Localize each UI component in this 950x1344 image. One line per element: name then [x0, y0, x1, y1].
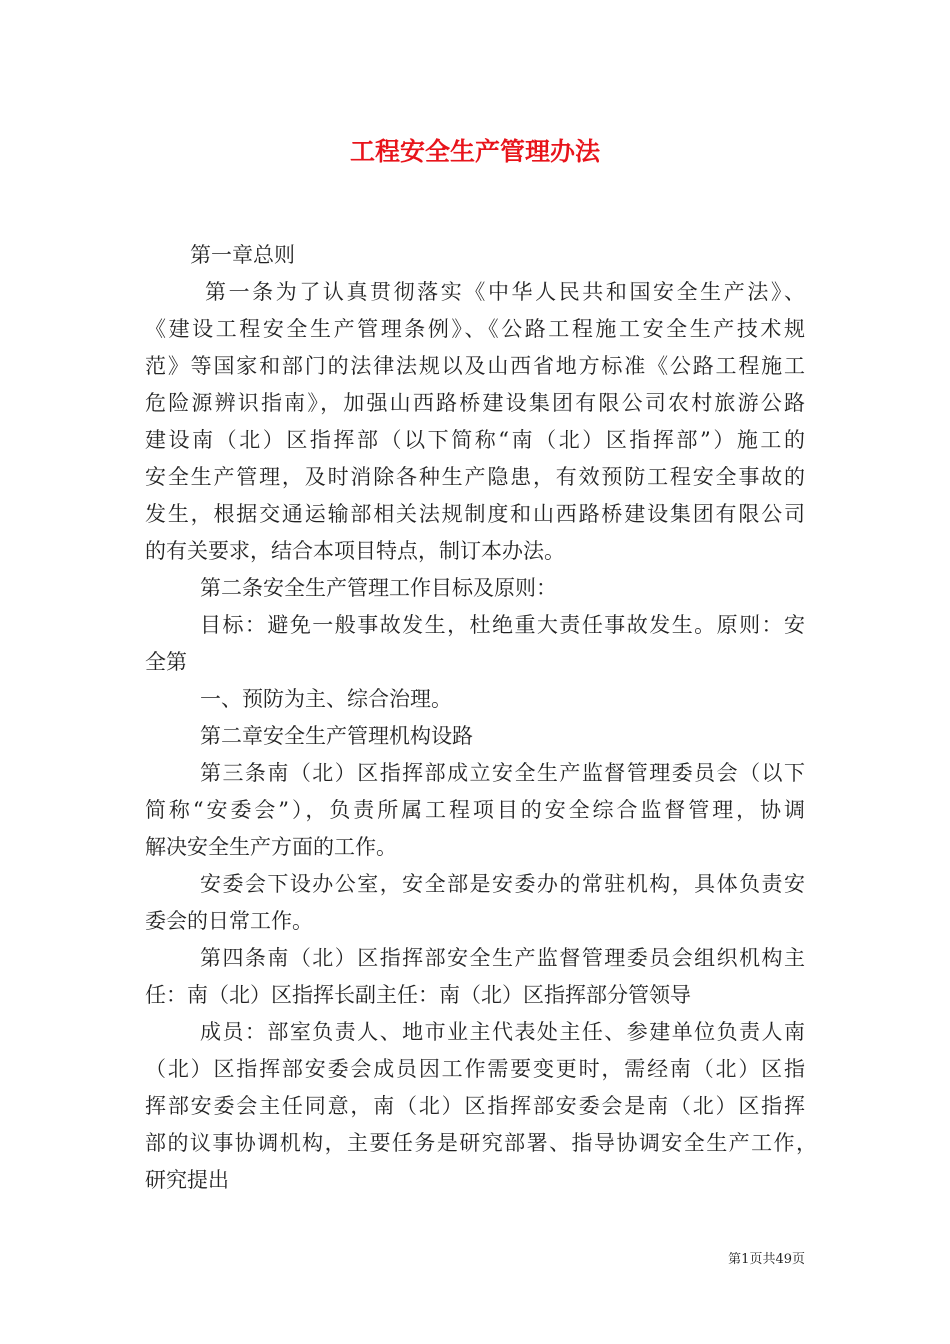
chapter-heading: 第一章总则 — [190, 243, 295, 267]
document-title: 工程安全生产管理办法 — [349, 137, 600, 166]
document-body — [145, 237, 817, 1199]
paragraph-line: 任：南（北）区指挥长副主任：南（北）区指挥部分管领导 — [145, 983, 691, 1007]
paragraph-line: （北）区指挥部安委会成员因工作需要变更时，需经南（北）区指 — [145, 1057, 805, 1081]
paragraph-line: 解决安全生产方面的工作。 — [145, 835, 397, 859]
paragraph-line: 目标：避免一般事故发生，杜绝重大责任事故发生。原则：安 — [200, 613, 805, 637]
paragraph-line: 一、预防为主、综合治理。 — [200, 687, 452, 711]
chapter-heading: 第二章安全生产管理机构设路 — [200, 724, 473, 748]
paragraph-line: 成员：部室负责人、地市业主代表处主任、参建单位负责人南 — [200, 1020, 805, 1044]
paragraph-line: 的有关要求，结合本项目特点，制订本办法。 — [145, 539, 565, 563]
paragraph-line: 危险源辨识指南》，加强山西路桥建设集团有限公司农村旅游公路 — [145, 391, 805, 415]
paragraph-line: 研究提出 — [145, 1168, 229, 1192]
paragraph-line: 第二条安全生产管理工作目标及原则： — [200, 576, 557, 600]
paragraph-line: 第三条南（北）区指挥部成立安全生产监督管理委员会（以下 — [200, 761, 805, 785]
page-number: 第1页共49页 — [728, 1252, 805, 1267]
paragraph-line: 范》等国家和部门的法律法规以及山西省地方标准《公路工程施工 — [145, 354, 805, 378]
paragraph-line: 挥部安委会主任同意，南（北）区指挥部安委会是南（北）区指挥 — [145, 1094, 805, 1118]
paragraph-line: 全第 — [145, 650, 187, 674]
paragraph-line: 安委会下设办公室，安全部是安委办的常驻机构，具体负责安 — [200, 872, 805, 896]
paragraph-line: 建设南（北）区指挥部（以下简称“南（北）区指挥部”）施工的 — [145, 428, 805, 452]
paragraph-line: 委会的日常工作。 — [145, 909, 313, 933]
paragraph-line: 《建设工程安全生产管理条例》、《公路工程施工安全生产技术规 — [145, 317, 805, 341]
paragraph-line: 第一条为了认真贯彻落实《中华人民共和国安全生产法》、 — [205, 280, 805, 304]
paragraph-line: 部的议事协调机构，主要任务是研究部署、指导协调安全生产工作， — [145, 1131, 817, 1155]
paragraph-line: 简称“安委会”），负责所属工程项目的安全综合监督管理，协调 — [145, 798, 805, 822]
paragraph-line: 第四条南（北）区指挥部安全生产监督管理委员会组织机构主 — [200, 946, 805, 970]
paragraph-line: 发生，根据交通运输部相关法规制度和山西路桥建设集团有限公司 — [145, 502, 805, 526]
paragraph-line: 安全生产管理，及时消除各种生产隐患，有效预防工程安全事故的 — [145, 465, 805, 489]
